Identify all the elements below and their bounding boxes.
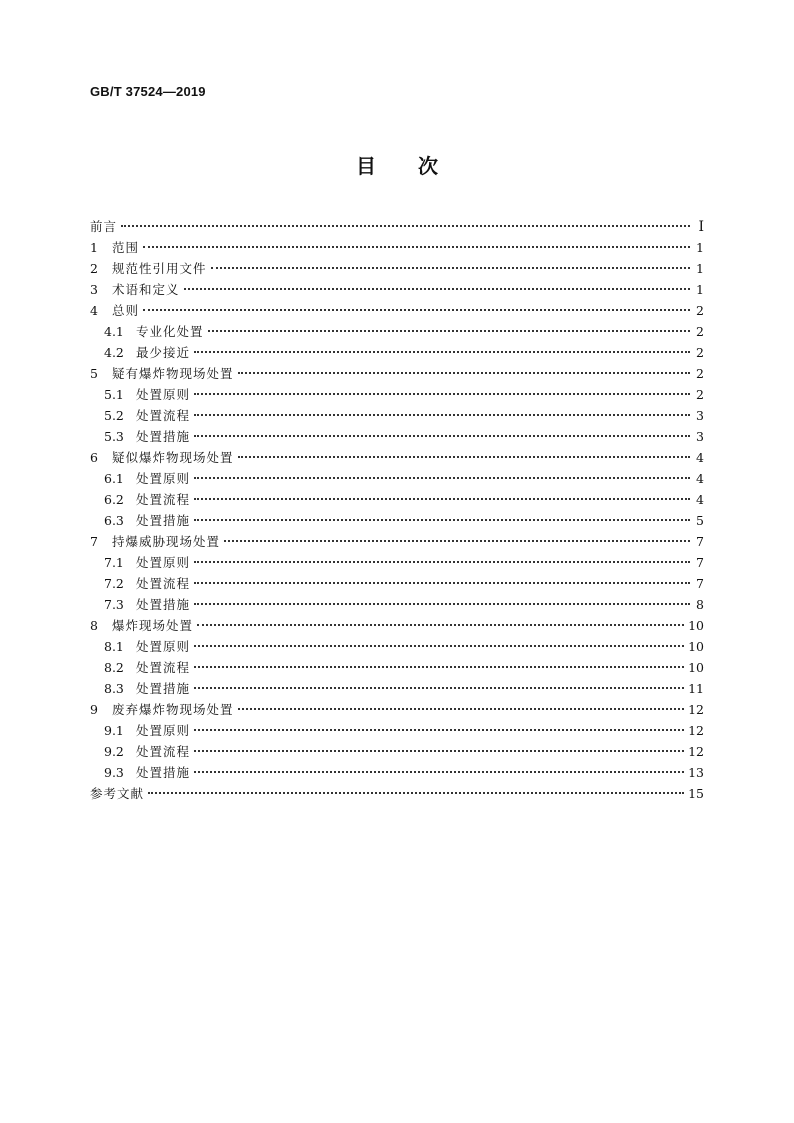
toc-title: 目次: [356, 154, 480, 178]
toc-entry-page: 3: [696, 429, 704, 444]
toc-entry-number: 1: [90, 240, 98, 255]
toc-entry-page: 15: [688, 786, 704, 801]
toc-entry-label: 参考文献: [90, 786, 145, 801]
toc-dot-leader: [121, 225, 690, 227]
toc-entry-number: 3: [90, 282, 98, 297]
toc-entry-label: 处置流程: [136, 576, 191, 591]
toc-entry-page: 10: [688, 618, 704, 633]
toc-entry-label: 总则: [112, 303, 140, 318]
toc-dot-leader: [194, 393, 690, 395]
toc-entry-number: 9: [90, 702, 98, 717]
toc-entry[interactable]: [90, 321, 704, 342]
table-of-contents: [90, 216, 704, 804]
toc-entry-page: 3: [696, 408, 704, 423]
toc-entry-label: 处置流程: [136, 492, 191, 507]
toc-dot-leader: [238, 456, 690, 458]
toc-entry-label: 处置流程: [136, 408, 191, 423]
toc-dot-leader: [194, 771, 684, 773]
toc-entry-label: 处置措施: [136, 765, 191, 780]
toc-entry-label: 处置措施: [136, 429, 191, 444]
toc-entry-number: 4: [90, 303, 98, 318]
toc-entry-page: 7: [696, 555, 704, 570]
toc-entry-label: 处置原则: [136, 723, 191, 738]
toc-entry-number: 8.1: [104, 639, 124, 654]
toc-entry-number: 7.3: [104, 597, 124, 612]
toc-dot-leader: [194, 645, 684, 647]
toc-entry-page: 13: [688, 765, 704, 780]
toc-entry-number: 5: [90, 366, 98, 381]
toc-entry-number: 8.3: [104, 681, 124, 696]
toc-dot-leader: [224, 540, 690, 542]
toc-entry-number: 4.2: [104, 345, 124, 360]
toc-entry-label: 处置措施: [136, 597, 191, 612]
toc-dot-leader: [194, 414, 690, 416]
toc-entry[interactable]: [90, 489, 704, 510]
toc-entry-page: 7: [696, 534, 704, 549]
toc-entry[interactable]: [90, 699, 704, 720]
toc-dot-leader: [194, 435, 690, 437]
toc-entry-number: 9.1: [104, 723, 124, 738]
toc-entry[interactable]: [90, 720, 704, 741]
toc-entry-number: 7.2: [104, 576, 124, 591]
toc-entry-number: 6.2: [104, 492, 124, 507]
toc-dot-leader: [184, 288, 690, 290]
toc-entry-label: 处置原则: [136, 387, 191, 402]
toc-entry-label: 处置原则: [136, 471, 191, 486]
toc-entry-page: 5: [696, 513, 704, 528]
toc-entry-number: 7.1: [104, 555, 124, 570]
toc-entry-page: 12: [688, 744, 704, 759]
toc-dot-leader: [194, 603, 690, 605]
toc-dot-leader: [194, 666, 684, 668]
toc-dot-leader: [194, 687, 684, 689]
toc-entry[interactable]: [90, 594, 704, 615]
toc-entry-label: 专业化处置: [136, 324, 204, 339]
toc-entry-number: 8.2: [104, 660, 124, 675]
toc-entry[interactable]: [90, 552, 704, 573]
toc-entry-number: 2: [90, 261, 98, 276]
toc-dot-leader: [194, 351, 690, 353]
toc-entry-label: 疑有爆炸物现场处置: [112, 366, 234, 381]
toc-entry[interactable]: [90, 216, 704, 237]
toc-entry[interactable]: [90, 447, 704, 468]
document-code: GB/T 37524—2019: [90, 84, 206, 99]
toc-entry-number: 5.3: [104, 429, 124, 444]
toc-entry-number: 5.1: [104, 387, 124, 402]
toc-entry-label: 处置措施: [136, 513, 191, 528]
toc-entry-page: 12: [688, 702, 704, 717]
toc-dot-leader: [194, 561, 690, 563]
toc-entry-number: 9.3: [104, 765, 124, 780]
toc-entry[interactable]: [90, 258, 704, 279]
toc-entry-page: 11: [688, 681, 704, 696]
toc-entry[interactable]: [90, 531, 704, 552]
toc-entry-label: 处置流程: [136, 744, 191, 759]
toc-entry-number: 7: [90, 534, 98, 549]
toc-entry-number: 4.1: [104, 324, 124, 339]
toc-entry-page: 4: [696, 492, 704, 507]
toc-entry-page: 4: [696, 450, 704, 465]
toc-dot-leader: [143, 246, 690, 248]
toc-dot-leader: [194, 498, 690, 500]
toc-entry-label: 规范性引用文件: [112, 261, 207, 276]
toc-entry-label: 处置原则: [136, 555, 191, 570]
toc-entry-page: 12: [688, 723, 704, 738]
toc-entry[interactable]: [90, 426, 704, 447]
toc-entry-number: 5.2: [104, 408, 124, 423]
toc-entry-page: 10: [688, 660, 704, 675]
toc-entry-page: 7: [696, 576, 704, 591]
toc-entry[interactable]: [90, 384, 704, 405]
toc-entry-label: 处置原则: [136, 639, 191, 654]
toc-dot-leader: [208, 330, 690, 332]
toc-entry-label: 术语和定义: [112, 282, 180, 297]
toc-entry[interactable]: [90, 615, 704, 636]
toc-entry[interactable]: [90, 363, 704, 384]
toc-dot-leader: [238, 372, 690, 374]
toc-entry-page: 1: [696, 261, 704, 276]
toc-entry-number: 6.3: [104, 513, 124, 528]
toc-entry[interactable]: [90, 300, 704, 321]
toc-dot-leader: [148, 792, 684, 794]
toc-entry[interactable]: [90, 741, 704, 762]
toc-entry-number: 6: [90, 450, 98, 465]
toc-dot-leader: [211, 267, 690, 269]
toc-entry-label: 处置措施: [136, 681, 191, 696]
toc-entry[interactable]: [90, 405, 704, 426]
toc-dot-leader: [194, 477, 690, 479]
toc-entry-page: 2: [696, 324, 704, 339]
toc-entry[interactable]: [90, 573, 704, 594]
toc-entry-label: 废弃爆炸物现场处置: [112, 702, 234, 717]
toc-entry-page: 2: [696, 387, 704, 402]
toc-entry[interactable]: [90, 510, 704, 531]
toc-entry-page: 2: [696, 303, 704, 318]
toc-dot-leader: [194, 519, 690, 521]
toc-entry-label: 疑似爆炸物现场处置: [112, 450, 234, 465]
toc-entry-page: 2: [696, 345, 704, 360]
toc-entry-number: 9.2: [104, 744, 124, 759]
toc-entry[interactable]: [90, 279, 704, 300]
toc-entry-page: I: [698, 219, 704, 235]
toc-entry-page: 2: [696, 366, 704, 381]
toc-entry[interactable]: [90, 678, 704, 699]
toc-entry-page: 10: [688, 639, 704, 654]
toc-entry[interactable]: [90, 657, 704, 678]
toc-entry-number: 6.1: [104, 471, 124, 486]
toc-entry-label: 前言: [90, 219, 118, 234]
toc-dot-leader: [197, 624, 684, 626]
toc-dot-leader: [143, 309, 690, 311]
toc-entry-page: 1: [696, 240, 704, 255]
toc-entry[interactable]: [90, 636, 704, 657]
toc-entry[interactable]: [90, 762, 704, 783]
toc-entry-label: 爆炸现场处置: [112, 618, 194, 633]
toc-entry-number: 8: [90, 618, 98, 633]
toc-entry-label: 处置流程: [136, 660, 191, 675]
toc-dot-leader: [194, 750, 684, 752]
toc-dot-leader: [194, 729, 684, 731]
toc-entry[interactable]: [90, 342, 704, 363]
toc-entry-page: 1: [696, 282, 704, 297]
toc-entry[interactable]: [90, 783, 704, 804]
toc-dot-leader: [238, 708, 685, 710]
toc-entry-page: 4: [696, 471, 704, 486]
toc-entry[interactable]: [90, 237, 704, 258]
toc-entry-label: 范围: [112, 240, 140, 255]
toc-entry[interactable]: [90, 468, 704, 489]
toc-entry-label: 持爆威胁现场处置: [112, 534, 221, 549]
toc-dot-leader: [194, 582, 690, 584]
toc-entry-page: 8: [696, 597, 704, 612]
toc-entry-label: 最少接近: [136, 345, 191, 360]
